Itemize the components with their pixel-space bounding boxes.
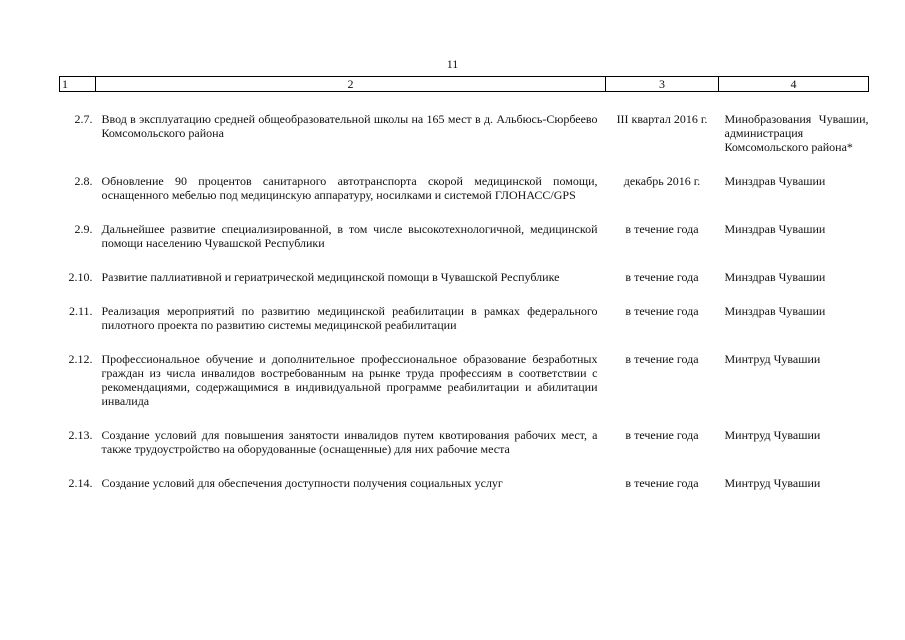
table-row [60,270,869,284]
row-description: Ввод в эксплуатацию средней общеобразовательной школы на 165 мест в д. Альбюсь-Сюрбеево Комсомольского района [101,112,598,140]
row-responsible: Минтруд Чувашии [724,428,821,442]
row-number: 2.10. [68,270,93,284]
table-row [60,304,869,332]
row-number: 2.12. [68,352,93,366]
header-col-1: 1 [60,77,96,92]
row-responsible: Минобразования Чувашии, администрация Комсомольского района* [724,112,869,154]
table-header [60,77,869,92]
row-term: декабрь 2016 г. [623,174,701,188]
table-row [60,112,869,154]
row-term: в течение года [625,222,699,236]
row-description: Создание условий для обеспечения доступности получения социальных услуг [101,476,503,490]
row-description: Дальнейшее развитие специализированной, в том числе высокотехнологичной, медицинской помощи населению Чувашской Республики [101,222,598,250]
row-number: 2.9. [74,222,93,236]
row-description: Создание условий для повышения занятости инвалидов путем квотирования рабочих мест, а также трудоустройство на оборудованные (оснащенные) для них рабочие места [101,428,598,456]
row-responsible: Минздрав Чувашии [724,222,826,236]
header-col-2: 2 [96,77,606,92]
header-col-3: 3 [606,77,719,92]
row-responsible: Минздрав Чувашии [724,270,826,284]
row-description: Развитие паллиативной и гериатрической медицинской помощи в Чувашской Республике [101,270,560,284]
row-term: в течение года [625,428,699,442]
row-term: в течение года [625,270,699,284]
row-number: 2.14. [68,476,93,490]
row-number: 2.11. [68,304,93,318]
row-number: 2.7. [74,112,93,126]
row-responsible: Минтруд Чувашии [724,352,821,366]
row-term: в течение года [625,352,699,366]
plan-table [59,76,869,490]
row-term: III квартал 2016 г. [616,112,708,126]
table-row [60,352,869,408]
row-description: Обновление 90 процентов санитарного автотранспорта скорой медицинской помощи, оснащенного мебелью под медицинскую аппаратуру, носилками и системой ГЛОНАСС/GPS [101,174,598,202]
row-responsible: Минздрав Чувашии [724,174,826,188]
row-description: Профессиональное обучение и дополнительное профессиональное образование безработных граждан из числа инвалидов востребованным на рынке труда профессиям в соответствии с рекомендациями, содержащимися в индивидуальной программе реабилитации и абилитации инвалида [101,352,598,408]
row-responsible: Минздрав Чувашии [724,304,826,318]
row-term: в течение года [625,304,699,318]
row-number: 2.8. [74,174,93,188]
row-description: Реализация мероприятий по развитию медицинской реабилитации в рамках федерального пилотного проекта по развитию системы медицинской реабилитации [101,304,598,332]
page-number: 11 [446,57,459,71]
table-row [60,476,869,490]
table-row [60,174,869,202]
table-row [60,428,869,456]
header-col-4: 4 [719,77,869,92]
row-term: в течение года [625,476,699,490]
row-responsible: Минтруд Чувашии [724,476,821,490]
table-row [60,222,869,250]
row-number: 2.13. [68,428,93,442]
